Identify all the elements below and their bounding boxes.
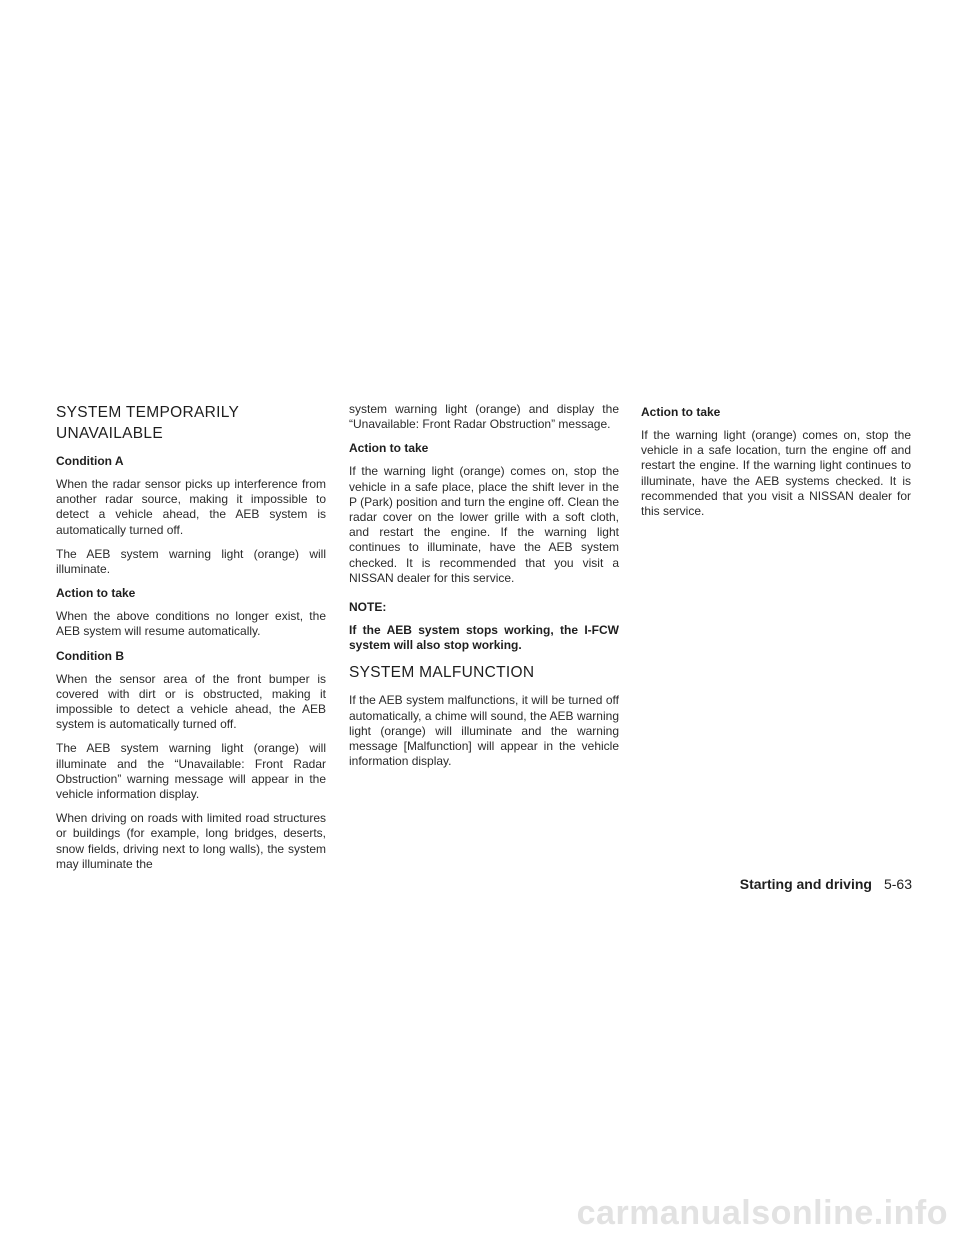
condition-b-paragraph-2: The AEB system warning light (orange) will illuminate and the “Unavailable: Front Radar Obstruction” warning message will appear in the vehicle information display. <box>56 741 326 802</box>
section-heading-system-malfunction: SYSTEM MALFUNCTION <box>349 664 535 682</box>
footer-section-title: Starting and driving <box>739 876 872 892</box>
action-to-take-title: Action to take <box>56 586 136 601</box>
condition-b-paragraph-1: When the sensor area of the front bumper is covered with dirt or is obstructed, making it impossible to detect a vehicle ahead, the AEB system is automatically turned off. <box>56 671 326 732</box>
column-left <box>56 402 326 881</box>
column-middle <box>349 402 619 778</box>
section-heading-temporarily-unavailable <box>56 402 326 444</box>
condition-a-paragraph-2: The AEB system warning light (orange) will illuminate. <box>56 546 326 577</box>
malfunction-paragraph: If the AEB system malfunctions, it will be turned off automatically, a chime will sound, the AEB warning light (orange) will illuminate and the warning message [Malfunction] will appear in the vehicle information display. <box>349 693 619 769</box>
watermark-band <box>0 1186 960 1242</box>
condition-a-paragraph-1: When the radar sensor picks up interference from another radar source, making it impossible to detect a vehicle ahead, the AEB system is automatically turned off. <box>56 477 326 537</box>
heading-line-1: SYSTEM TEMPORARILY <box>56 404 240 421</box>
condition-b-paragraph-3: When driving on roads with limited road structures or buildings (for example, long bridges, deserts, snow fields, driving next to long walls), the system may illuminate the <box>56 811 326 871</box>
column-right <box>641 402 911 528</box>
action-to-take-title-2: Action to take <box>349 441 429 456</box>
action-to-take-paragraph-2: If the warning light (orange) comes on, stop the vehicle in a safe place, place the shift lever in the P (Park) position and turn the engine off. Clean the radar cover on the lower grille with a soft cloth, and restart the engine. If the warning light continues to illuminate, have the AEB system checked. It is recommended that you visit a NISSAN dealer for this service. <box>349 464 619 585</box>
condition-a-title: Condition A <box>56 454 124 468</box>
action-to-take-paragraph: When the above conditions no longer exist, the AEB system will resume automatically. <box>56 609 326 639</box>
note-title: NOTE: <box>349 600 387 615</box>
heading-line-2: UNAVAILABLE <box>56 425 163 442</box>
note-paragraph: If the AEB system stops working, the I-FCW system will also stop working. <box>349 623 619 653</box>
continued-paragraph: system warning light (orange) and display the “Unavailable: Front Radar Obstruction” message. <box>349 402 619 432</box>
page-footer <box>740 876 912 892</box>
action-to-take-title-3: Action to take <box>641 405 721 419</box>
action-to-take-paragraph-3: If the warning light (orange) comes on, stop the vehicle in a safe location, turn the engine off and restart the engine. If the warning light continues to illuminate, have the AEB systems checked. It is recommended that you visit a NISSAN dealer for this service. <box>641 428 911 519</box>
watermark-text: carmanualsonline.info <box>576 1194 948 1232</box>
condition-b-title: Condition B <box>56 648 124 663</box>
page-number: 5-63 <box>883 876 912 892</box>
